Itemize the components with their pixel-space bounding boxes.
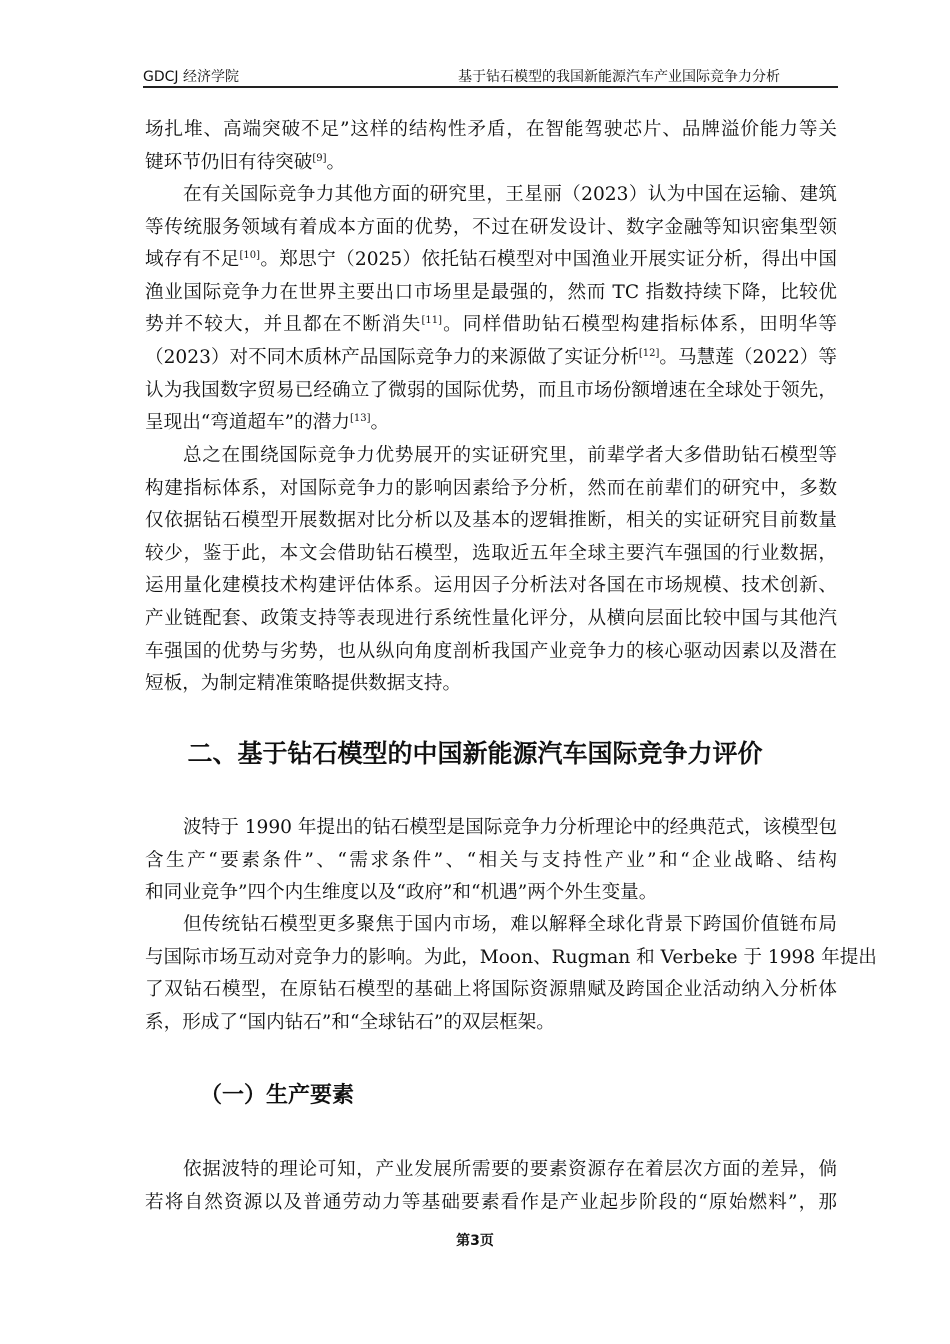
- text-segment: 等传统服务领域有着成本方面的优势，不过在研发设计、数字金融等知识密集型领: [145, 216, 837, 238]
- text-segment: 产业链配套、政策支持等表现进行系统性量化评分，从横向层面比较中国与其他汽: [145, 607, 837, 629]
- text-segment: 总之在围绕国际竞争力优势展开的实证研究里，前辈学者大多借助钻石模型等: [183, 445, 837, 466]
- text-line: [145, 668, 837, 701]
- text-segment: 。: [370, 412, 390, 434]
- text-line: [145, 1154, 837, 1187]
- text-line: [145, 877, 837, 910]
- citation-ref: [10]: [239, 250, 261, 262]
- text-segment: 键环节仍旧有待突破: [145, 151, 313, 173]
- text-segment: 依据波特的理论可知，产业发展所需要的要素资源存在着层次方面的差异，倘: [183, 1159, 837, 1180]
- text-segment: 势并不较大，并且都在不断消失: [145, 314, 422, 336]
- text-line: [145, 179, 837, 212]
- paragraph: [145, 812, 837, 910]
- text-line: [145, 342, 837, 375]
- text-segment: 场扎堆、高端突破不足”这样的结构性矛盾，在智能驾驶芯片、品牌溢价能力等关: [145, 119, 837, 140]
- paragraph: [145, 1154, 837, 1219]
- text-line: [145, 570, 837, 603]
- text-segment: 运用量化建模技术构建评估体系。运用因子分析法对各国在市场规模、技术创新、: [145, 575, 837, 597]
- paragraph: [145, 909, 877, 1039]
- text-line: [145, 636, 837, 669]
- subsection-heading: （一）生产要素: [200, 1083, 355, 1108]
- text-line: [145, 212, 837, 245]
- text-segment: 短板，为制定精准策略提供数据支持。: [145, 673, 462, 695]
- text-segment: 仅依据钻石模型开展数据对比分析以及基本的逻辑推断，相关的实证研究目前数量: [145, 510, 837, 532]
- text-segment: 了双钻石模型，在原钻石模型的基础上将国际资源鼎赋及跨国企业活动纳入分析体: [145, 979, 837, 1001]
- citation-ref: [13]: [349, 413, 371, 425]
- text-segment: 。马慧莲（2022）等: [659, 346, 837, 368]
- page-header: [143, 64, 838, 88]
- text-segment: 渔业国际竞争力在世界主要出口市场里是最强的，然而 TC 指数持续下降，比较优: [145, 281, 837, 303]
- text-line: [145, 1187, 837, 1220]
- text-segment: 波特于 1990 年提出的钻石模型是国际竞争力分析理论中的经典范式，该模型包: [183, 817, 838, 838]
- text-segment: 。: [326, 151, 346, 173]
- text-line: [145, 375, 837, 408]
- paragraph: [145, 440, 837, 701]
- text-line: [145, 1007, 837, 1040]
- text-line: [145, 974, 837, 1007]
- text-line: [145, 505, 837, 538]
- citation-ref: [9]: [312, 152, 327, 164]
- text-line: [145, 277, 837, 310]
- citation-ref: [11]: [421, 315, 443, 327]
- page-number: 第3页: [456, 1233, 494, 1249]
- text-segment: 呈现出“弯道超车”的潜力: [145, 412, 350, 434]
- section-heading: 二、基于钻石模型的中国新能源汽车国际竞争力评价: [187, 739, 763, 768]
- text-segment: 。郑思宁（2025）依托钻石模型对中国渔业开展实证分析，得出中国: [260, 249, 837, 271]
- text-segment: 认为我国数字贸易已经确立了微弱的国际优势，而且市场份额增速在全球处于领先，: [145, 379, 837, 401]
- paragraph: [145, 114, 837, 179]
- text-segment: （2023）对不同木质林产品国际竞争力的来源做了实证分析: [145, 346, 639, 368]
- text-segment: 较少，鉴于此，本文会借助钻石模型，选取近五年全球主要汽车强国的行业数据，: [145, 542, 837, 564]
- text-segment: 但传统钻石模型更多聚焦于国内市场，难以解释全球化背景下跨国价值链布局: [183, 914, 837, 935]
- text-line: [145, 440, 837, 473]
- text-line: [145, 309, 837, 342]
- text-line: [145, 603, 837, 636]
- text-segment: 构建指标体系，对国际竞争力的影响因素给予分析，然而在前辈们的研究中，多数: [145, 477, 837, 499]
- citation-ref: [12]: [638, 347, 660, 359]
- text-line: [145, 812, 837, 845]
- text-segment: 。同样借助钻石模型构建指标体系，田明华等: [442, 314, 837, 336]
- text-segment: 系，形成了“国内钻石”和“全球钻石”的双层框架。: [145, 1011, 555, 1033]
- text-segment: 在有关国际竞争力其他方面的研究里，王星丽（2023）认为中国在运输、建筑: [183, 184, 837, 205]
- text-line: [145, 473, 837, 506]
- text-line: [145, 942, 877, 975]
- text-segment: 车强国的优势与劣势，也从纵向角度剖析我国产业竞争力的核心驱动因素以及潜在: [145, 640, 837, 662]
- header-institution: GDCJ 经济学院: [143, 69, 239, 85]
- text-line: [145, 147, 837, 180]
- text-line: [145, 909, 837, 942]
- text-line: [145, 244, 837, 277]
- text-segment: 与国际市场互动对竞争力的影响。为此，Moon、Rugman 和 Verbeke 于 1998 年提出: [145, 946, 877, 968]
- text-line: [145, 407, 837, 440]
- text-line: [145, 114, 837, 147]
- text-segment: 含生产“要素条件”、“需求条件”、“相关与支持性产业”和“企业战略、结构: [145, 849, 837, 871]
- text-segment: 域存有不足: [145, 249, 240, 271]
- text-segment: 和同业竞争”四个内生维度以及“政府”和“机遇”两个外生变量。: [145, 882, 658, 904]
- text-line: [145, 845, 837, 878]
- text-line: [145, 538, 837, 571]
- header-title: 基于钻石模型的我国新能源汽车产业国际竞争力分析: [458, 69, 780, 85]
- paragraph: [145, 179, 837, 440]
- text-segment: 若将自然资源以及普通劳动力等基础要素看作是产业起步阶段的“原始燃料”，那: [145, 1191, 837, 1213]
